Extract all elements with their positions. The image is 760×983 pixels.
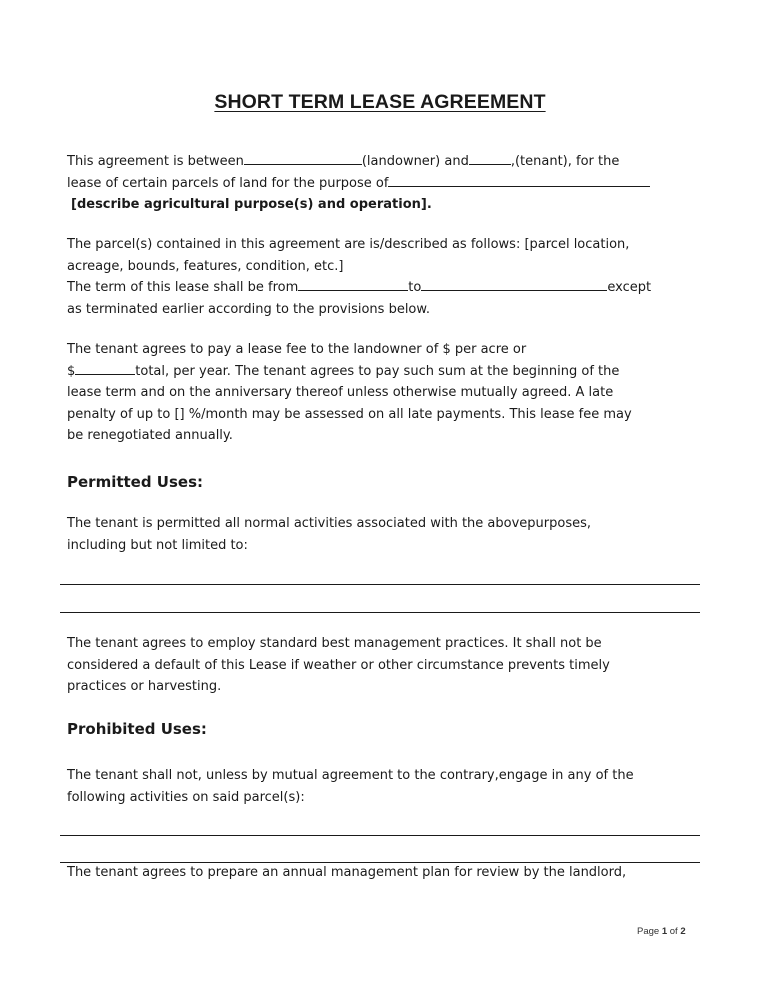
current-page: 1: [661, 926, 668, 937]
term-start-blank[interactable]: [298, 277, 408, 291]
fee-text: total, per year. The tenant agrees to pay such sum at the beginning of the: [135, 363, 620, 379]
parcel-line-1: The parcel(s) contained in this agreement are is/described as follows: [parcel location,: [67, 237, 630, 252]
intro-text: lease of certain parcels of land for the purpose of: [67, 175, 389, 191]
prohibited-line-1: The tenant shall not, unless by mutual agreement to the contrary,engage in any of the: [67, 768, 634, 783]
intro-paragraph: [67, 151, 707, 216]
parcel-paragraph: [67, 234, 707, 320]
intro-text: (landowner) and: [361, 154, 469, 169]
parcel-line-4: as terminated earlier according to the provisions below.: [67, 301, 430, 317]
plan-paragraph: [67, 862, 707, 884]
permitted-paragraph: [67, 513, 707, 556]
intro-text: This agreement is between: [67, 154, 244, 169]
parcel-text: except: [607, 280, 652, 295]
parcel-text: to: [408, 280, 422, 295]
bmp-line-1: The tenant agrees to employ standard best management practices. It shall not be: [67, 636, 602, 651]
parcel-line-3: [67, 277, 707, 299]
fee-line-5: be renegotiated annually.: [67, 428, 233, 443]
parcel-line-2: acreage, bounds, features, condition, etc.]: [67, 258, 344, 274]
prohibited-uses-fill-line[interactable]: [60, 835, 700, 836]
fee-line-3: lease term and on the anniversary thereof unless otherwise mutually agreed. A late: [67, 385, 614, 400]
purpose-blank[interactable]: [388, 173, 650, 187]
bmp-line-2: considered a default of this Lease if weather or other circumstance prevents timely: [67, 657, 610, 673]
total-fee-blank[interactable]: [75, 361, 135, 375]
of-word: of: [669, 926, 678, 937]
intro-line-2: [67, 173, 707, 195]
permitted-line-2: including but not limited to:: [67, 537, 248, 553]
landowner-blank[interactable]: [244, 151, 362, 165]
bmp-paragraph: [67, 633, 707, 698]
intro-text: ,(tenant), for the: [510, 154, 620, 169]
parcel-text: The term of this lease shall be from: [67, 280, 299, 295]
fee-paragraph: [67, 339, 707, 447]
permitted-uses-heading: Permitted Uses:: [67, 473, 204, 491]
total-pages: 2: [680, 926, 686, 937]
prohibited-uses-heading: Prohibited Uses:: [67, 720, 207, 738]
fee-line-2: [67, 361, 707, 383]
fee-text: $: [67, 363, 76, 379]
page-number: [637, 926, 686, 937]
prohibited-paragraph: [67, 765, 707, 808]
tenant-blank[interactable]: [469, 151, 511, 165]
term-end-blank[interactable]: [421, 277, 607, 291]
permitted-line-1: The tenant is permitted all normal activities associated with the abovepurposes,: [67, 516, 591, 531]
fee-line-4: penalty of up to [] %/month may be assessed on all late payments. This lease fee may: [67, 406, 632, 422]
prohibited-line-2: following activities on said parcel(s):: [67, 789, 305, 805]
bmp-line-3: practices or harvesting.: [67, 679, 222, 694]
intro-line-1: [67, 151, 707, 173]
page-word: Page: [637, 926, 660, 937]
document-title: SHORT TERM LEASE AGREEMENT: [214, 91, 546, 113]
intro-line-3: [describe agricultural purpose(s) and operation].: [71, 197, 432, 212]
permitted-uses-fill-line[interactable]: [60, 584, 700, 585]
plan-line-1: The tenant agrees to prepare an annual management plan for review by the landlord,: [67, 865, 627, 880]
permitted-uses-fill-line[interactable]: [60, 612, 700, 613]
fee-line-1: The tenant agrees to pay a lease fee to the landowner of $ per acre or: [67, 342, 527, 357]
